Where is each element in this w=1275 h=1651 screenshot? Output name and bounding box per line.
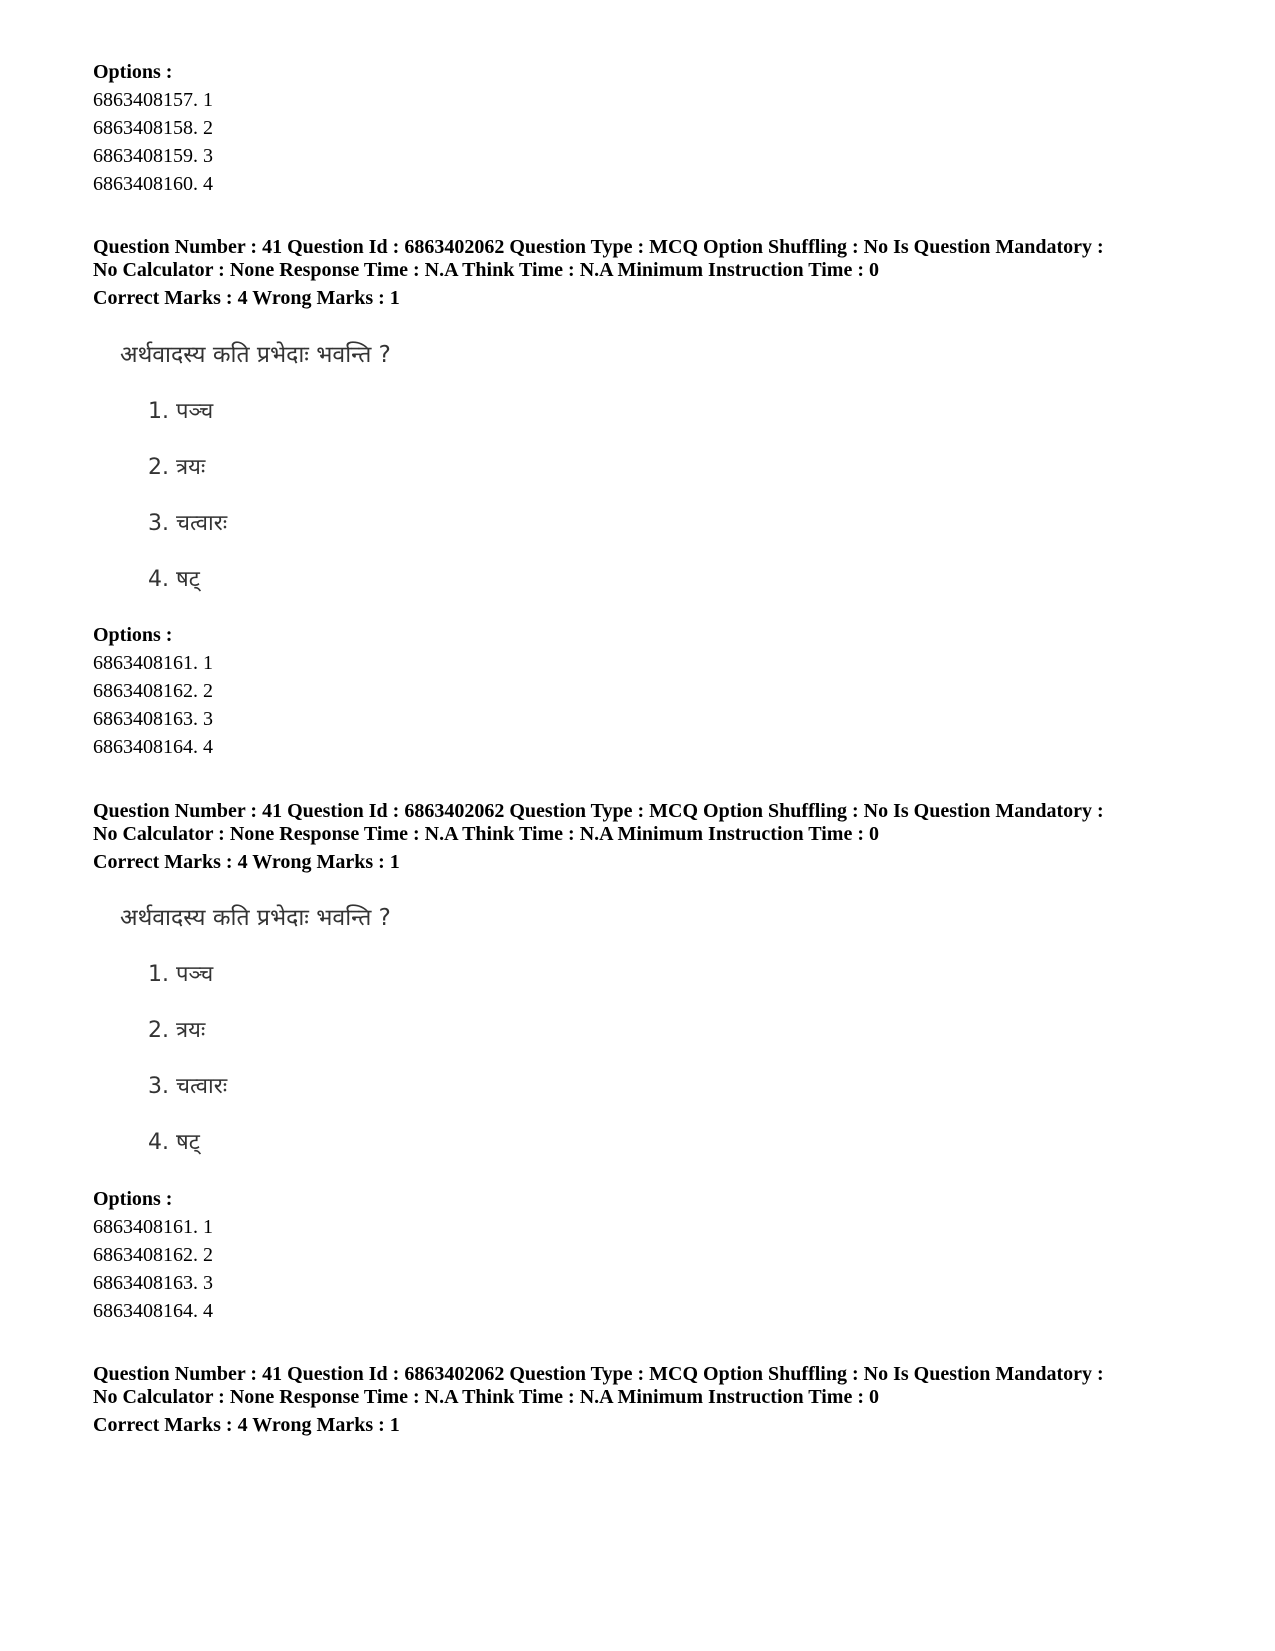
question-marks: Correct Marks : 4 Wrong Marks : 1 — [93, 851, 400, 873]
options-label: Options : — [93, 1188, 173, 1210]
question-choice: 4. षट् — [148, 1130, 200, 1155]
option-line: 6863408164. 4 — [93, 736, 213, 758]
option-line: 6863408157. 1 — [93, 89, 213, 111]
question-choice: 3. चत्वारः — [148, 511, 228, 536]
question-header-line1: Question Number : 41 Question Id : 6863402062 Question Type : MCQ Option Shuffling : No Is Question Mandatory : — [93, 1363, 1104, 1385]
options-label: Options : — [93, 61, 173, 83]
option-line: 6863408158. 2 — [93, 117, 213, 139]
question-choice: 1. पञ्च — [148, 399, 214, 424]
question-choice: 2. त्रयः — [148, 1018, 206, 1043]
question-header-line2: No Calculator : None Response Time : N.A Think Time : N.A Minimum Instruction Time : 0 — [93, 823, 879, 845]
question-header-line1: Question Number : 41 Question Id : 6863402062 Question Type : MCQ Option Shuffling : No Is Question Mandatory : — [93, 800, 1104, 822]
options-label: Options : — [93, 624, 173, 646]
question-header-line2: No Calculator : None Response Time : N.A Think Time : N.A Minimum Instruction Time : 0 — [93, 259, 879, 281]
option-line: 6863408159. 3 — [93, 145, 213, 167]
option-line: 6863408163. 3 — [93, 1272, 213, 1294]
option-line: 6863408160. 4 — [93, 173, 213, 195]
question-choice: 4. षट् — [148, 567, 200, 592]
question-header-line1: Question Number : 41 Question Id : 6863402062 Question Type : MCQ Option Shuffling : No Is Question Mandatory : — [93, 236, 1104, 258]
option-line: 6863408161. 1 — [93, 1216, 213, 1238]
question-text: अर्थवादस्य कति प्रभेदाः भवन्ति ? — [120, 905, 391, 931]
option-line: 6863408161. 1 — [93, 652, 213, 674]
question-header-line2: No Calculator : None Response Time : N.A Think Time : N.A Minimum Instruction Time : 0 — [93, 1386, 879, 1408]
option-line: 6863408162. 2 — [93, 680, 213, 702]
question-marks: Correct Marks : 4 Wrong Marks : 1 — [93, 1414, 400, 1436]
option-line: 6863408162. 2 — [93, 1244, 213, 1266]
question-choice: 2. त्रयः — [148, 455, 206, 480]
question-choice: 1. पञ्च — [148, 962, 214, 987]
question-choice: 3. चत्वारः — [148, 1074, 228, 1099]
question-text: अर्थवादस्य कति प्रभेदाः भवन्ति ? — [120, 342, 391, 368]
question-marks: Correct Marks : 4 Wrong Marks : 1 — [93, 287, 400, 309]
option-line: 6863408164. 4 — [93, 1300, 213, 1322]
option-line: 6863408163. 3 — [93, 708, 213, 730]
